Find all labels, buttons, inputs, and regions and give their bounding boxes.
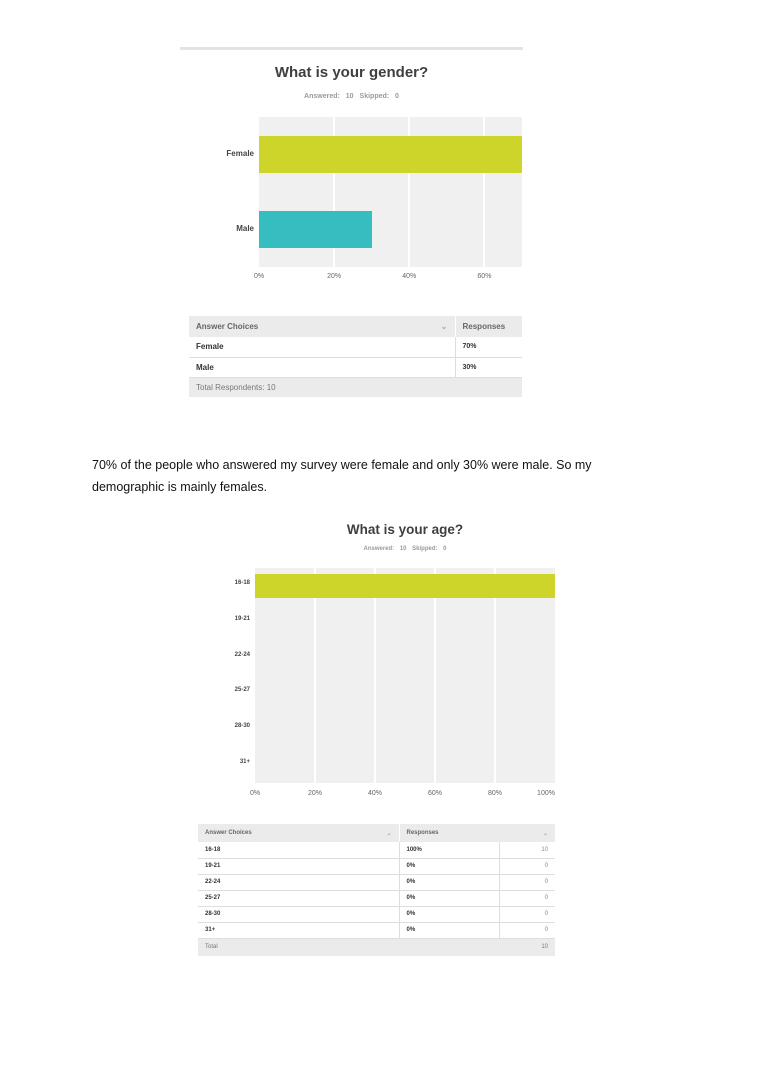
bar-female[interactable] [259, 136, 522, 174]
paragraph-line-1: 70% of the people who answered my survey were female and only 30% were male. So my [92, 458, 592, 472]
total-label: Total [198, 938, 399, 956]
table-row [198, 890, 555, 906]
category-label: 28-30 [234, 723, 250, 730]
x-tick-label: 60% [477, 273, 492, 280]
chevron-down-icon[interactable]: ⌄ [542, 830, 549, 837]
response-percent: 0% [399, 890, 499, 906]
age-answered-count: Answered: 10 [363, 546, 407, 552]
response-count: 0 [499, 922, 555, 938]
table-row [198, 922, 555, 938]
category-label: 16-18 [234, 579, 250, 586]
age-chart-meta [255, 546, 555, 552]
gender-chart-categories [180, 117, 254, 267]
total-respondents: Total Respondents: 10 [189, 377, 522, 397]
paragraph-line-2: demographic is mainly females. [92, 480, 268, 494]
category-label: 22-24 [234, 651, 250, 658]
answer-choice: 31+ [198, 922, 399, 938]
analysis-paragraph [92, 454, 692, 498]
response-percent: 30% [455, 357, 522, 377]
category-label: Male [236, 223, 254, 233]
gender-chart-meta [180, 93, 523, 100]
table-row [198, 858, 555, 874]
age-chart-x-axis [249, 790, 555, 802]
gender-bar-chart [259, 117, 522, 267]
age-bar-chart [255, 568, 555, 783]
response-percent: 70% [455, 337, 522, 357]
total-count: 10 [499, 938, 555, 956]
x-tick-label: 100% [537, 790, 555, 797]
bar-male[interactable] [259, 211, 372, 249]
answer-choices-header[interactable]: Answer Choices ⌄ [196, 322, 448, 331]
x-tick-label: 0% [253, 273, 265, 280]
responses-header[interactable]: Responses [455, 316, 522, 337]
age-skipped-count: Skipped: 0 [412, 546, 447, 552]
answer-choice: 16-18 [198, 842, 399, 858]
response-count: 0 [499, 890, 555, 906]
response-count: 0 [499, 906, 555, 922]
answer-choice: 22-24 [198, 874, 399, 890]
x-tick-label: 40% [367, 790, 382, 797]
answer-choice: 25-27 [198, 890, 399, 906]
responses-header[interactable]: Responses ⌄ [399, 824, 555, 842]
chart-top-divider [180, 47, 523, 50]
category-label: 31+ [239, 759, 250, 766]
gridline [374, 568, 376, 783]
x-tick-label: 60% [427, 790, 442, 797]
x-tick-label: 0% [249, 790, 261, 797]
gender-chart-x-axis [253, 273, 522, 285]
x-tick-label: 40% [402, 273, 417, 280]
response-percent: 0% [399, 858, 499, 874]
answer-choice: 19-21 [198, 858, 399, 874]
response-percent: 0% [399, 922, 499, 938]
x-tick-label: 80% [487, 790, 502, 797]
x-tick-label: 20% [307, 790, 322, 797]
response-count: 0 [499, 858, 555, 874]
chevron-down-icon[interactable]: ⌄ [440, 322, 448, 331]
age-chart-title: What is your age? [346, 522, 464, 537]
table-row [189, 357, 522, 377]
category-label: 25-27 [234, 687, 250, 694]
gender-answer-table [189, 316, 522, 397]
category-label: Female [226, 148, 254, 158]
gender-skipped-count: Skipped: 0 [359, 93, 399, 100]
gridline [494, 568, 496, 783]
gridline [314, 568, 316, 783]
category-label: 19-21 [234, 615, 250, 622]
table-row [189, 337, 522, 357]
response-percent: 0% [399, 874, 499, 890]
age-answer-table [198, 824, 555, 956]
response-percent: 0% [399, 906, 499, 922]
table-row [198, 906, 555, 922]
x-tick-label: 20% [327, 273, 342, 280]
chevron-down-icon[interactable]: ⌄ [386, 830, 392, 837]
table-row [198, 874, 555, 890]
answer-choice: Male [189, 357, 455, 377]
response-count: 0 [499, 874, 555, 890]
table-row [198, 842, 555, 858]
answer-choices-header[interactable]: Answer Choices ⌄ [205, 829, 392, 837]
gender-chart-title: What is your gender? [274, 64, 429, 81]
gridline [434, 568, 436, 783]
bar-16-18[interactable] [255, 574, 555, 598]
answer-choice: Female [189, 337, 455, 357]
response-percent: 100% [399, 842, 499, 858]
response-count: 10 [499, 842, 555, 858]
answer-choice: 28-30 [198, 906, 399, 922]
age-chart-categories [200, 568, 250, 783]
gender-answered-count: Answered: 10 [304, 93, 354, 100]
